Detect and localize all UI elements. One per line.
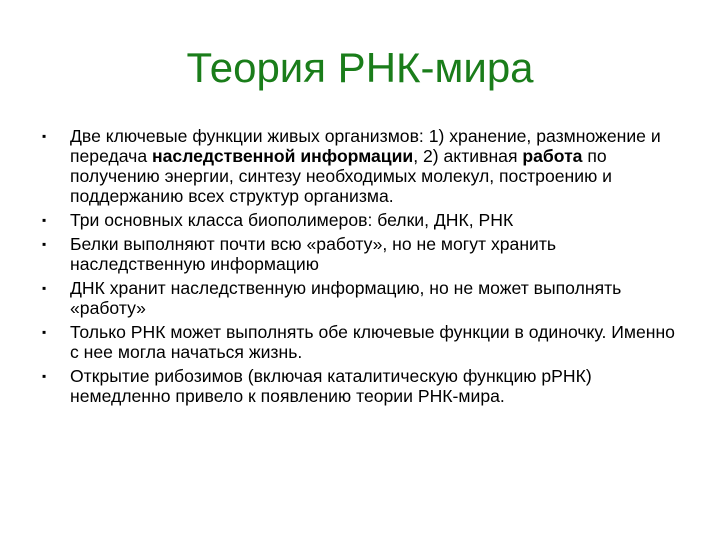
bullet-marker-icon: ▪ — [42, 325, 47, 339]
bullet-text: Белки выполняют почти всю «работу», но не могут хранить наследственную информацию — [70, 234, 557, 274]
slide-title: Теория РНК-мира — [186, 44, 534, 91]
bullet-text: Только РНК может выполнять обе ключевые функции в одиночку. Именно с нее могла начаться жизнь. — [70, 322, 675, 362]
bullet-marker-icon: ▪ — [42, 281, 47, 295]
bullet-list — [40, 126, 680, 410]
bullet-text-part: Две ключевые функции живых организмов: 1) хранение, размножение и передача — [70, 126, 661, 166]
bullet-item-4 — [40, 278, 680, 318]
bullet-text-part: , 2) активная — [413, 146, 523, 166]
bullet-item-1 — [40, 126, 680, 206]
bullet-marker-icon: ▪ — [42, 237, 47, 251]
bullet-item-5 — [40, 322, 680, 362]
bullet-text-bold: наследственной информации — [152, 146, 414, 166]
bullet-text-part: по получению энергии, синтезу необходимых молекул, построению и поддержанию всех структур организма. — [70, 146, 612, 206]
bullet-text: Открытие рибозимов (включая каталитическую функцию рРНК) немедленно привело к появлению теории РНК-мира. — [70, 366, 592, 406]
bullet-text: ДНК хранит наследственную информацию, но не может выполнять «работу» — [70, 278, 622, 318]
bullet-marker-icon: ▪ — [42, 129, 47, 143]
bullet-text-bold: работа — [522, 146, 583, 166]
bullet-text: Три основных класса биополимеров: белки, ДНК, РНК — [70, 210, 514, 230]
bullet-item-2 — [40, 210, 680, 230]
bullet-item-6 — [40, 366, 680, 406]
bullet-marker-icon: ▪ — [42, 369, 47, 383]
bullet-item-3 — [40, 234, 680, 274]
bullet-marker-icon: ▪ — [42, 213, 47, 227]
